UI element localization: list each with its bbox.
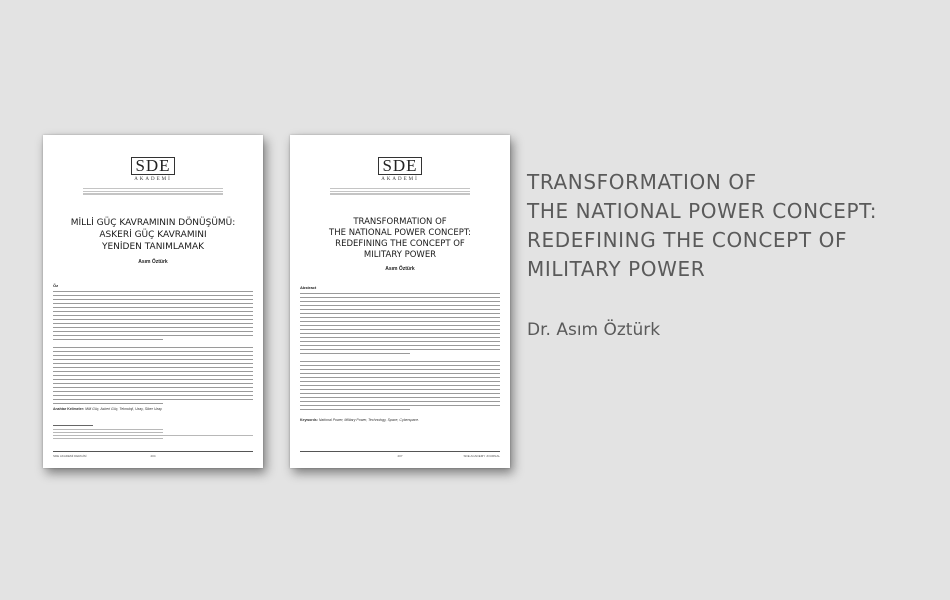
footer-journal-name: SDE ACADEMY JOURNAL <box>463 454 500 458</box>
keywords-line <box>53 407 253 411</box>
headline-title: TRANSFORMATION OF THE NATIONAL POWER CONCEPT: REDEFINING THE CONCEPT OF MILITARY POWER <box>527 170 878 281</box>
author-byline: Dr. Asım Öztürk <box>527 320 661 340</box>
keywords-text: National Power, Military Power, Technology, Space, Cyberspace. <box>318 418 420 422</box>
footer-journal-name: SDE AKADEMİ DERGİSİ <box>53 454 87 458</box>
footer-page-number: 204 <box>150 454 156 458</box>
keywords-label: Anahtar Kelimeler: <box>53 407 85 411</box>
article-author: Asım Öztürk <box>138 259 168 265</box>
journal-logo-main: SDE <box>378 157 421 175</box>
abstract-label: Abstract <box>300 285 317 290</box>
footnote-block <box>53 429 253 441</box>
keywords-label: Keywords: <box>300 418 318 422</box>
footer-page-number: 207 <box>397 454 403 458</box>
footer-rule <box>300 451 500 452</box>
journal-logo-main: SDE <box>131 157 174 175</box>
footnote-rule <box>53 425 93 426</box>
journal-meta <box>83 188 223 197</box>
article-title: MİLLİ GÜÇ KAVRAMININ DÖNÜŞÜMÜ: ASKERİ GÜÇ KAVRAMINI YENİDEN TANIMLAMAK <box>70 218 236 252</box>
journal-logo <box>43 157 263 182</box>
abstract-label: Öz <box>53 283 59 288</box>
article-page-turkish <box>43 135 263 468</box>
abstract-text-block <box>300 293 500 413</box>
keywords-text: Milli Güç, Askeri Güç, Teknoloji, Uzay, Siber Uzay. <box>85 407 163 411</box>
article-author: Asım Öztürk <box>385 266 415 272</box>
journal-logo <box>290 157 510 182</box>
journal-meta <box>330 188 470 197</box>
footer-rule <box>53 451 253 452</box>
journal-logo-sub: AKADEMİ <box>134 177 172 182</box>
article-page-english <box>290 135 510 468</box>
article-title: TRANSFORMATION OF THE NATIONAL POWER CONCEPT: REDEFINING THE CONCEPT OF MILITARY POWER <box>329 217 471 260</box>
abstract-text-block <box>53 291 253 407</box>
keywords-line <box>300 418 500 422</box>
journal-logo-sub: AKADEMİ <box>381 177 419 182</box>
